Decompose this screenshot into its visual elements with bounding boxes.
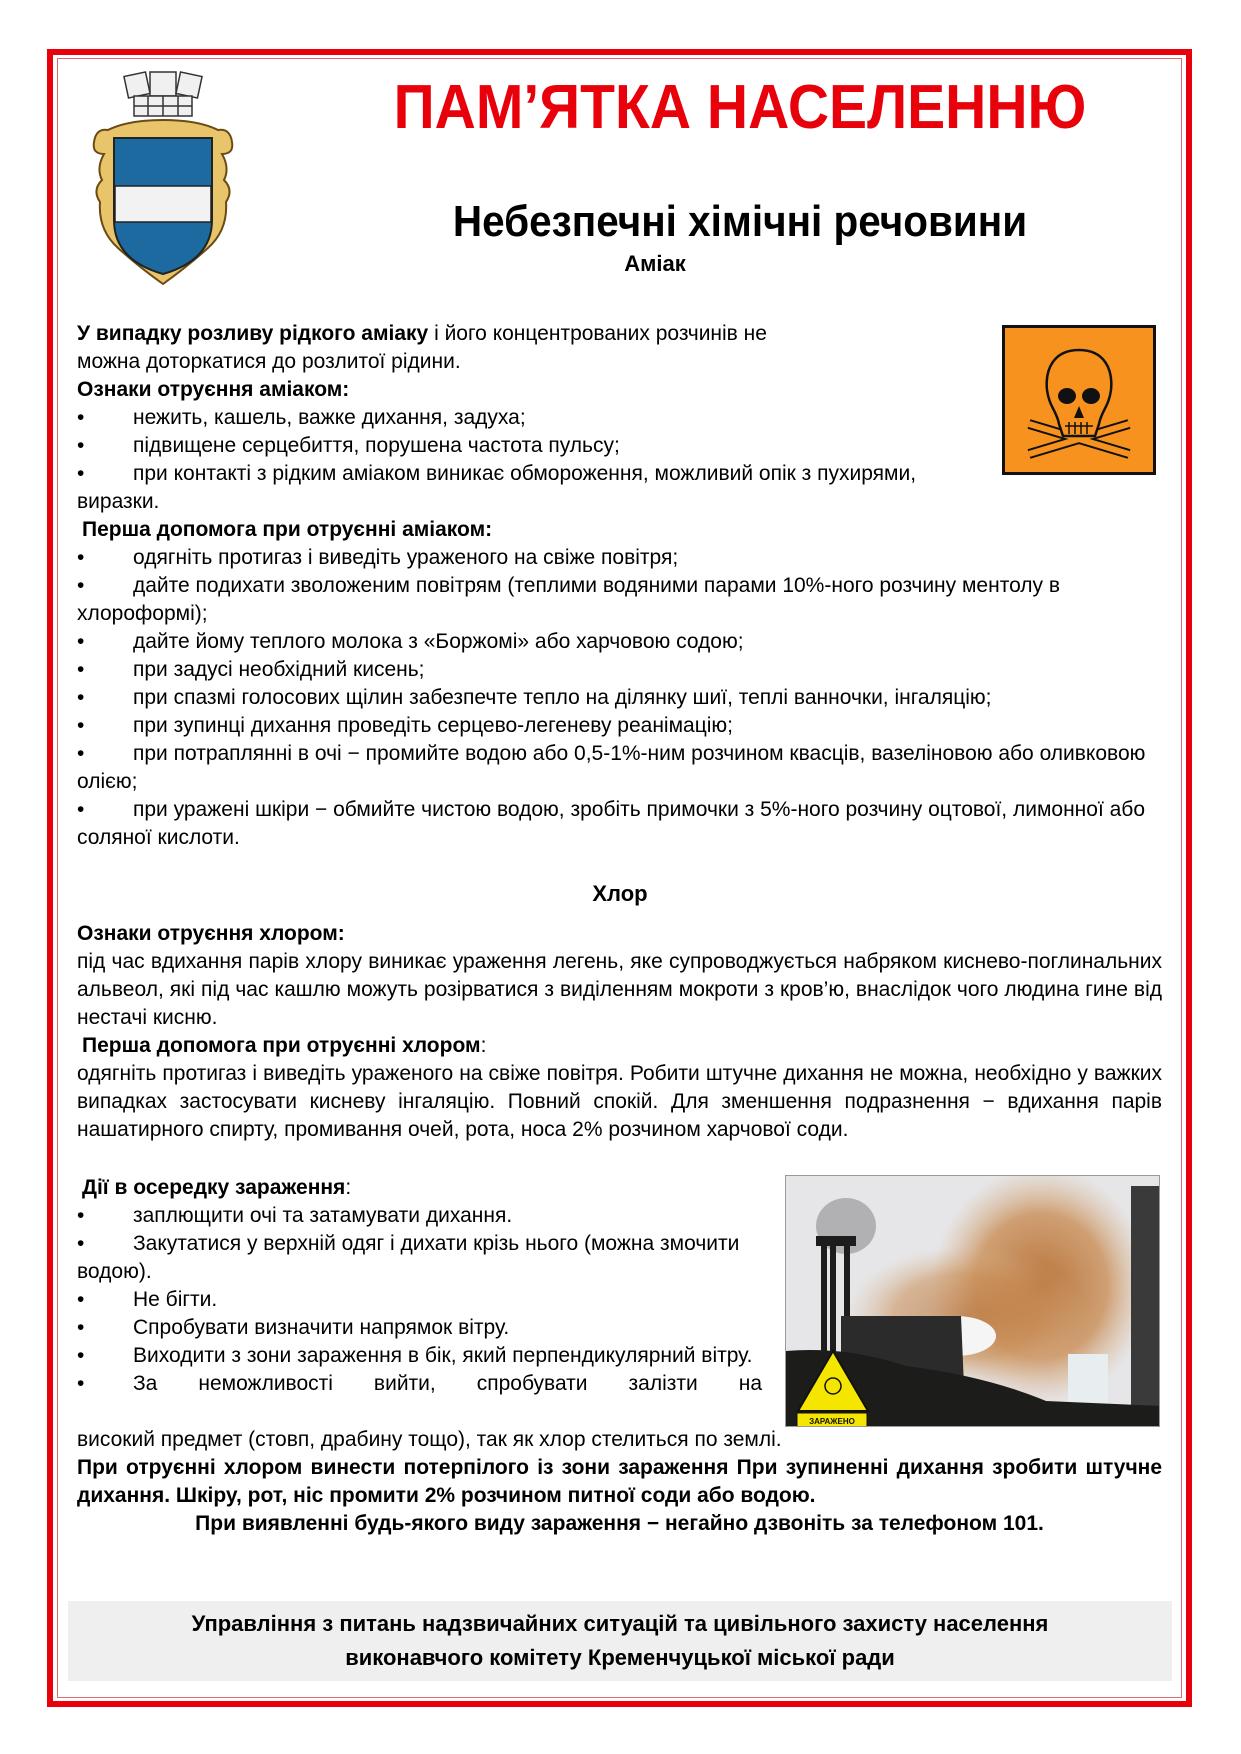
list-item: • при контакті з рідким аміаком виникає обмороження, можливий опік з пухирями, виразки. (77, 462, 917, 513)
list-item: • при уражені шкіри − обмийте чистою водою, зробіть примочки з 5%-ного розчину оцтової, лимонної або соляної кислоти. (77, 798, 1146, 849)
chlorine-first-aid-heading: Перша допомога при отруєнні хлором (82, 1034, 481, 1057)
list-item: • Не бігти. (77, 1288, 218, 1311)
emergency-call-text: При виявленні будь-якого виду зараження − негайно дзвоніть за телефоном 101. (195, 1512, 1044, 1535)
list-item: • дайте подихати зволоженим повітрям (теплими водяними парами 10%-ного розчину ментолу в хлороформі); (77, 574, 1061, 625)
ammonia-symptoms-heading: Ознаки отруєння аміаком: (77, 378, 350, 401)
list-item: • Виходити з зони зараження в бік, який перпендикулярний вітру. (77, 1344, 753, 1367)
chlorine-bold-instruction: При отруєнні хлором винести потерпілого із зони зараження При зупиненні дихання зробити штучне дихання. Шкіру, рот, ніс промити 2% розчином питної соди або водою. (77, 1456, 1162, 1507)
ammonia-intro-line1: і його концентрованих розчинів не (428, 322, 767, 345)
chlorine-first-aid-text: одягніть протигаз і виведіть ураженого на свіже повітря. Робити штучне дихання не можна, необхідно у важких випадках застосувати кисневу інгаляцію. Повний спокій. Для зменшення подразнення − вдихання парів нашатирного спирту, промивання очей, рота, носа 2% розчином харчової соди. (77, 1062, 1162, 1141)
ammonia-intro (77, 320, 957, 404)
photo-label: ЗАРАЖЕНО (809, 1417, 855, 1426)
chlorine-symptoms: Ознаки отруєння хлором: під час вдихання парів хлору виникає ураження легень, яке супроводжується набряком киснево-поглинальних альвеол, які під час кашлю можуть розірватися з виділенням мокроти з кров’ю, внаслідок чого людина гине від нестачі кисню. Перша допомога при отруєнні хлором: одягніть протигаз і виведіть ураженого на свіже повітря. Робити штучне дихання не можна, необхідно у важких випадках застосувати кисневу інгаляцію. Повний спокій. Для зменшення подразнення − вдихання парів нашатирного спирту, промивання очей, рота, носа 2% розчином харчової соди. (77, 920, 1162, 1144)
section-title-chlorine: Хлор (592, 881, 648, 906)
footer-line-1: Управління з питань надзвичайних ситуацій та цивільного захисту населення (191, 1611, 1049, 1636)
chlorine-symptoms-text: під час вдихання парів хлору виникає ураження легень, яке супроводжується набряком киснево-поглинальних альвеол, які під час кашлю можуть розірватися з виділенням мокроти з кров’ю, внаслідок чого людина гине від нестачі кисню. (77, 950, 1162, 1029)
footer-line-2: виконавчого комітету Кременчуцької міської ради (345, 1645, 895, 1670)
section-title-ammonia: Аміак (624, 251, 686, 276)
chemical-cloud-photo (785, 1175, 1160, 1427)
list-item: • одягніть протигаз і виведіть ураженого на свіже повітря; (77, 546, 679, 569)
ammonia-intro-bold: У випадку розливу рідкого аміаку (77, 322, 429, 345)
list-item: • Спробувати визначити напрямок вітру. (77, 1316, 510, 1339)
chlorine-actions-heading: Дії в осередку зараження (82, 1176, 346, 1199)
chlorine-closing (77, 1426, 1162, 1538)
footer-organization (68, 1601, 1172, 1681)
list-item: • нежить, кашель, важке дихання, задуха; (77, 406, 526, 429)
chlorine-actions: Дії в осередку зараження: • заплющити очі та затамувати дихання. • Закутатися у верхній одяг і дихати крізь нього (можна змочити водою). • Не бігти. • Спробувати визначити напрямок вітру. • Виходити з зони зараження в бік, який перпендикулярний вітру. • За неможливості вийти, спробувати залізти на (77, 1174, 762, 1398)
list-item: • підвищене серцебиття, порушена частота пульсу; (77, 434, 620, 457)
list-item: • при потраплянні в очі − промийте водою або 0,5-1%-ним розчином квасців, вазеліновою або оливковою олією; (77, 742, 1146, 793)
page-subtitle: Небезпечні хімічні речовини (452, 197, 1028, 246)
list-item: • при задусі необхідний кисень; (77, 658, 425, 681)
skull-crossbones-icon (1002, 325, 1156, 475)
ammonia-symptoms-list (77, 404, 957, 516)
ammonia-first-aid-heading: Перша допомога при отруєнні аміаком: (82, 518, 493, 541)
chlorine-actions-tail: високий предмет (стовп, драбину тощо), так як хлор стелиться по землі. (77, 1428, 782, 1451)
chlorine-symptoms-heading: Ознаки отруєння хлором: (77, 922, 345, 945)
list-item: • дайте йому теплого молока з «Боржомі» або харчовою содою; (77, 630, 744, 653)
list-item: • заплющити очі та затамувати дихання. (77, 1204, 513, 1227)
list-item: • За неможливості вийти, спробувати залізти на (77, 1372, 762, 1395)
list-item: • при зупинці дихання проведіть серцево-легеневу реанімацію; (77, 714, 733, 737)
ammonia-first-aid (77, 516, 1162, 852)
page-title: ПАМ’ЯТКА НАСЕЛЕННЮ (393, 73, 1087, 142)
ammonia-intro-line2: можна доторкатися до розлитої рідини. (77, 350, 461, 373)
list-item: • Закутатися у верхній одяг і дихати крізь нього (можна змочити водою). (77, 1232, 740, 1283)
list-item: • при спазмі голосових щілин забезпечте тепло на ділянку шиї, теплі ванночки, інгаляцію; (77, 686, 992, 709)
